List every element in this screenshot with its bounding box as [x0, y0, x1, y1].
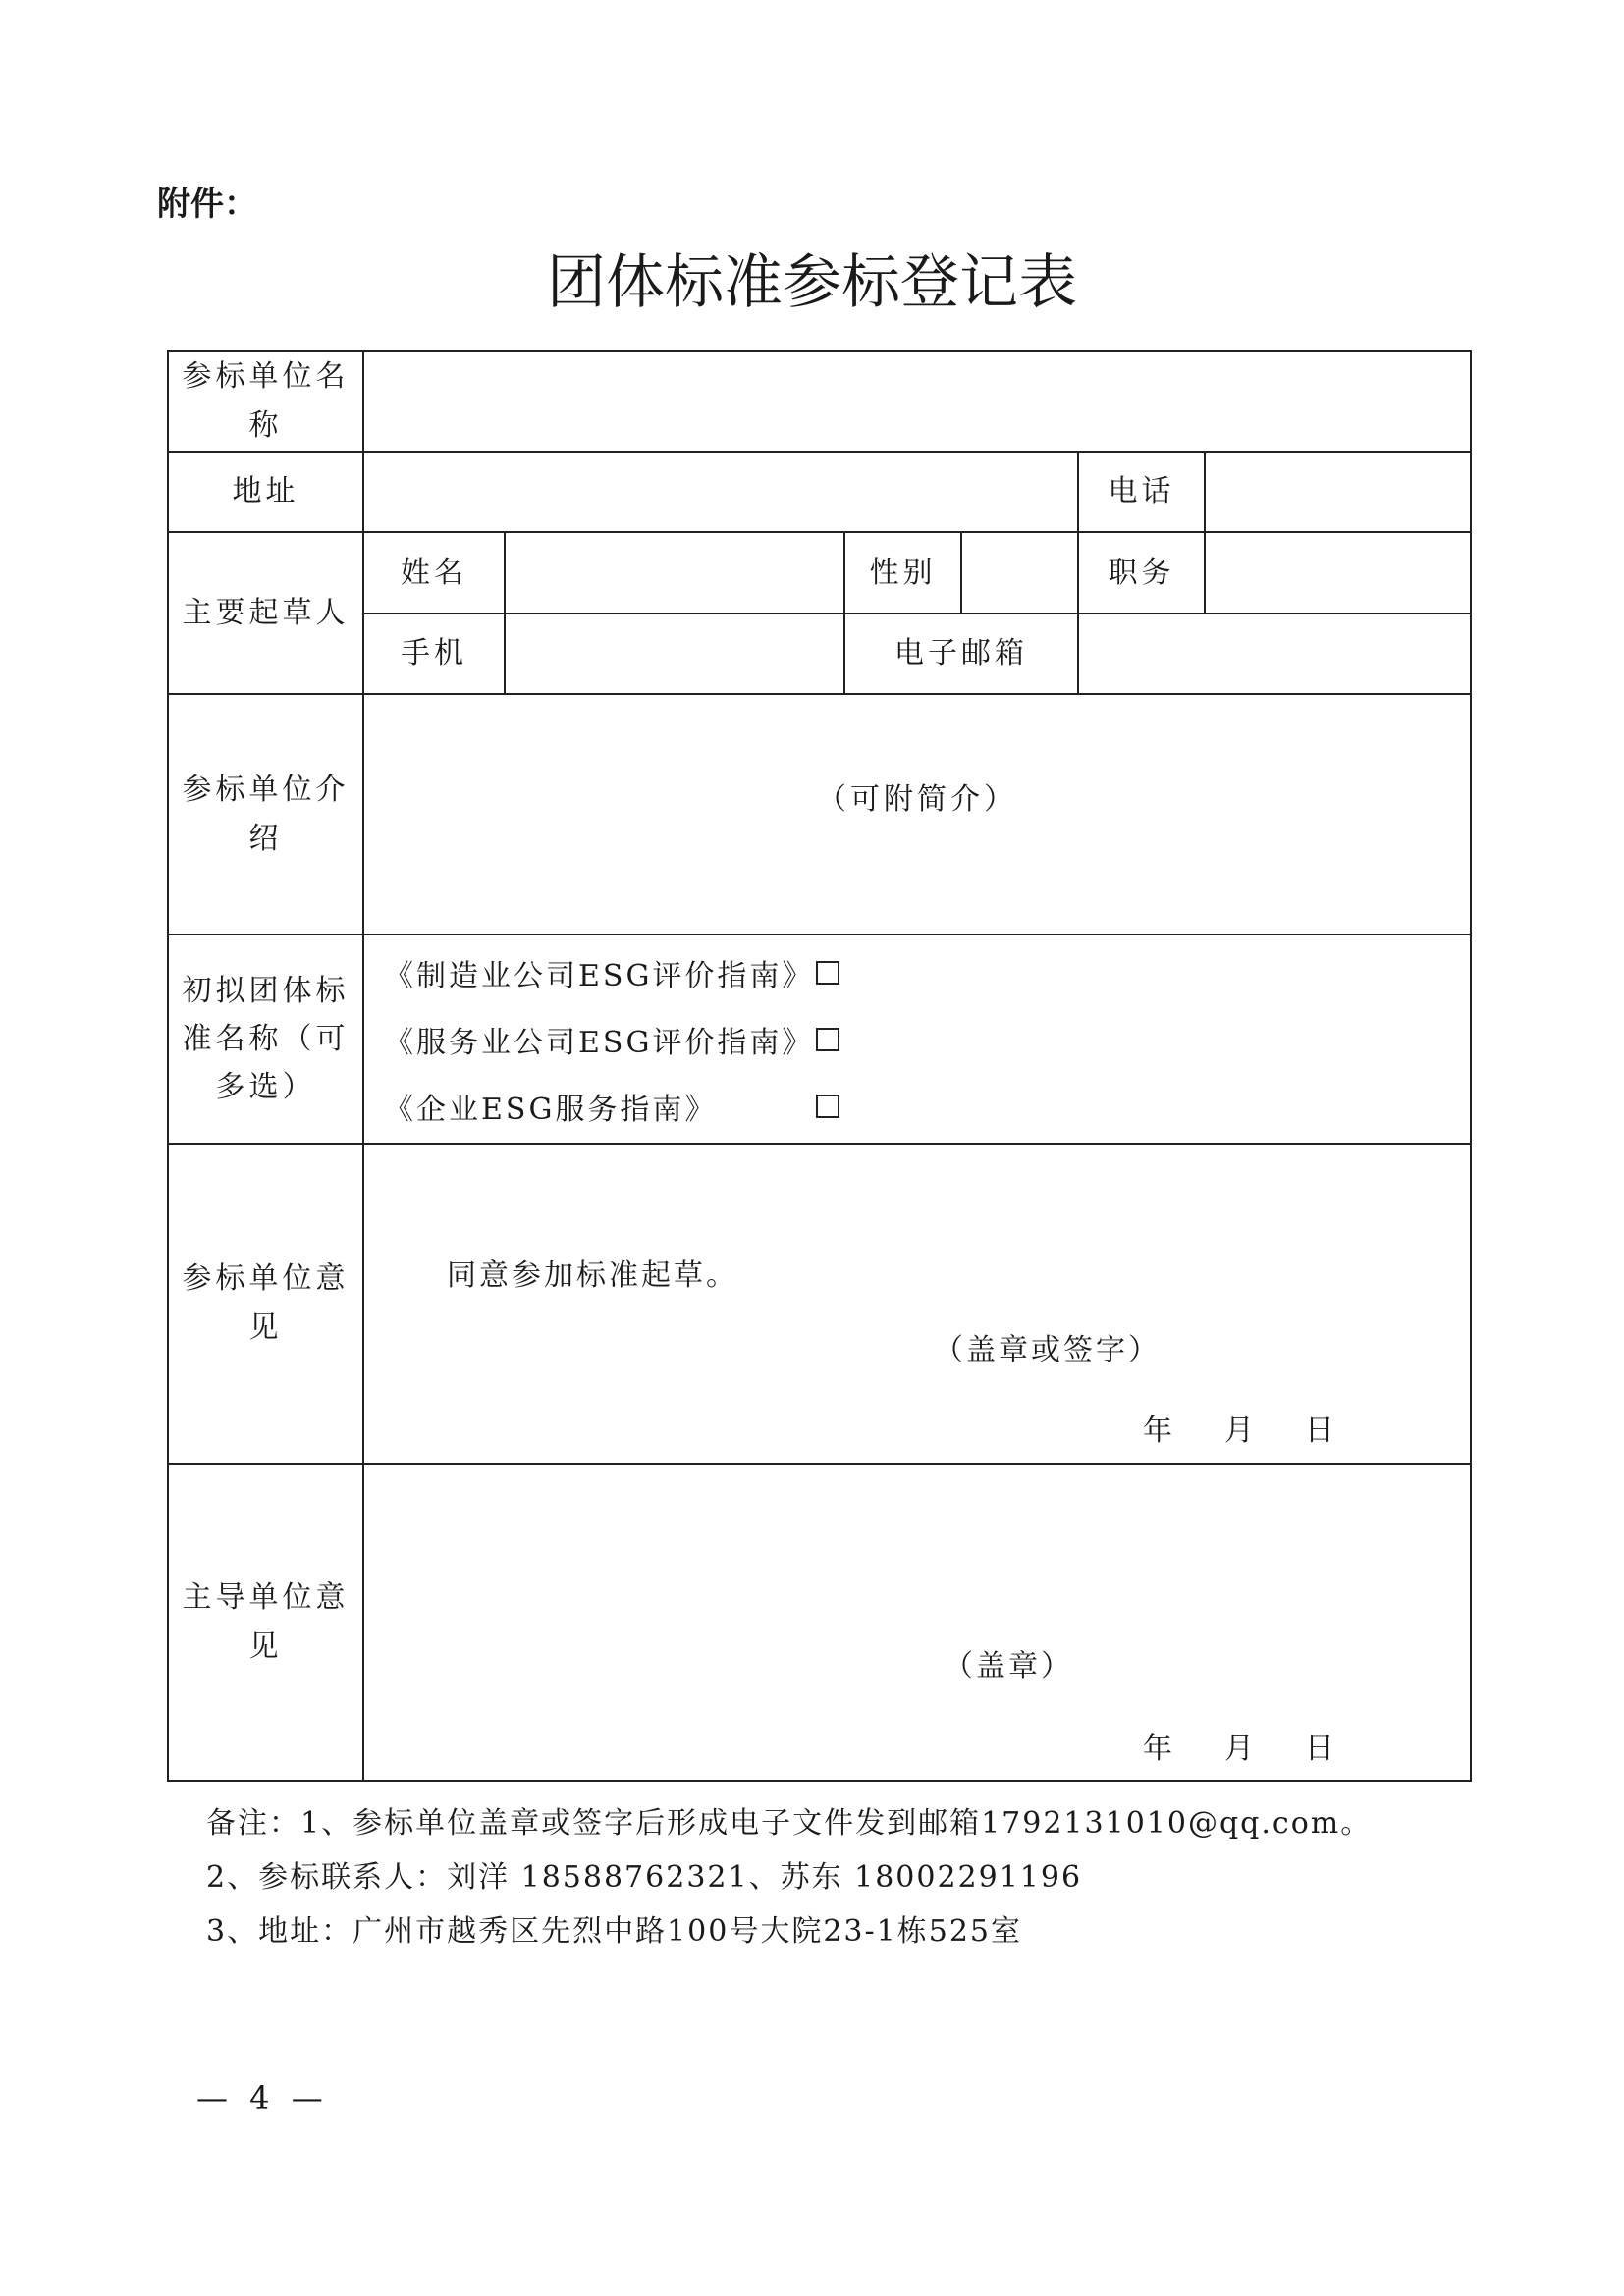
date-month: 月 [1224, 1732, 1254, 1766]
address-label: 地址 [168, 452, 363, 532]
date-day: 日 [1305, 1732, 1334, 1766]
date-day: 日 [1305, 1414, 1334, 1448]
standard-option-label: 《企业ESG服务指南》 [384, 1092, 718, 1127]
standards-options [363, 934, 1471, 1144]
unit-opinion-text: 同意参加标准起草。 [447, 1258, 738, 1293]
unit-opinion-label: 参标单位意见 [168, 1144, 363, 1464]
mobile-field[interactable] [505, 614, 844, 694]
name-label: 姓名 [363, 532, 505, 614]
unit-name-label: 参标单位名称 [168, 351, 363, 452]
name-field[interactable] [505, 532, 844, 614]
unit-seal-hint: （盖章或签字） [934, 1333, 1161, 1367]
lead-opinion-content [364, 1465, 1470, 1780]
position-field[interactable] [1205, 532, 1471, 614]
phone-field[interactable] [1205, 452, 1471, 532]
lead-opinion-row [168, 1464, 1471, 1781]
intro-field[interactable] [363, 694, 1471, 934]
address-row [168, 452, 1471, 532]
email-field[interactable] [1078, 614, 1471, 694]
intro-label: 参标单位介绍 [168, 694, 363, 934]
gender-field[interactable] [961, 532, 1078, 614]
drafter-label: 主要起草人 [168, 532, 363, 694]
address-field[interactable] [363, 452, 1078, 532]
checkbox-icon[interactable] [816, 1028, 839, 1051]
standard-option-label: 《制造业公司ESG评价指南》 [384, 958, 815, 993]
drafter-row-2 [168, 614, 1471, 694]
lead-opinion-field[interactable] [363, 1464, 1471, 1781]
unit-opinion-content [364, 1145, 1470, 1463]
drafter-row-1 [168, 532, 1471, 614]
attachment-label: 附件： [157, 185, 257, 224]
email-label: 电子邮箱 [844, 614, 1078, 694]
standards-label: 初拟团体标准名称（可多选） [168, 934, 363, 1144]
standard-option-label: 《服务业公司ESG评价指南》 [384, 1025, 815, 1060]
lead-seal-hint: （盖章） [944, 1649, 1073, 1683]
standards-row [168, 934, 1471, 1144]
position-label: 职务 [1078, 532, 1205, 614]
standard-option-2[interactable] [384, 1006, 1470, 1073]
unit-opinion-field[interactable] [363, 1144, 1471, 1464]
mobile-label: 手机 [363, 614, 505, 694]
intro-row [168, 694, 1471, 934]
registration-form [167, 350, 1472, 1782]
note-line-2: 2、参标联系人：刘洋 18588762321、苏东 18002291196 [206, 1860, 1083, 1895]
date-year: 年 [1143, 1414, 1172, 1448]
date-year: 年 [1143, 1732, 1172, 1766]
gender-label: 性别 [844, 532, 961, 614]
standard-option-3[interactable] [384, 1073, 1470, 1140]
phone-label: 电话 [1078, 452, 1205, 532]
checkbox-icon[interactable] [816, 1095, 839, 1118]
date-month: 月 [1224, 1414, 1254, 1448]
note-line-1: 备注：1、参标单位盖章或签字后形成电子文件发到邮箱1792131010@qq.com。 [206, 1806, 1373, 1841]
unit-name-field[interactable] [363, 351, 1471, 452]
page-title: 团体标准参标登记表 [547, 248, 1077, 317]
page-number: — 4 — [196, 2079, 329, 2116]
note-line-3: 3、地址：广州市越秀区先烈中路100号大院23-1栋525室 [206, 1914, 1023, 1949]
unit-name-row [168, 351, 1471, 452]
standard-option-1[interactable] [384, 939, 1470, 1006]
checkbox-icon[interactable] [816, 961, 839, 985]
lead-opinion-label: 主导单位意见 [168, 1464, 363, 1781]
unit-opinion-row [168, 1144, 1471, 1464]
intro-hint: （可附简介） [817, 781, 1018, 817]
